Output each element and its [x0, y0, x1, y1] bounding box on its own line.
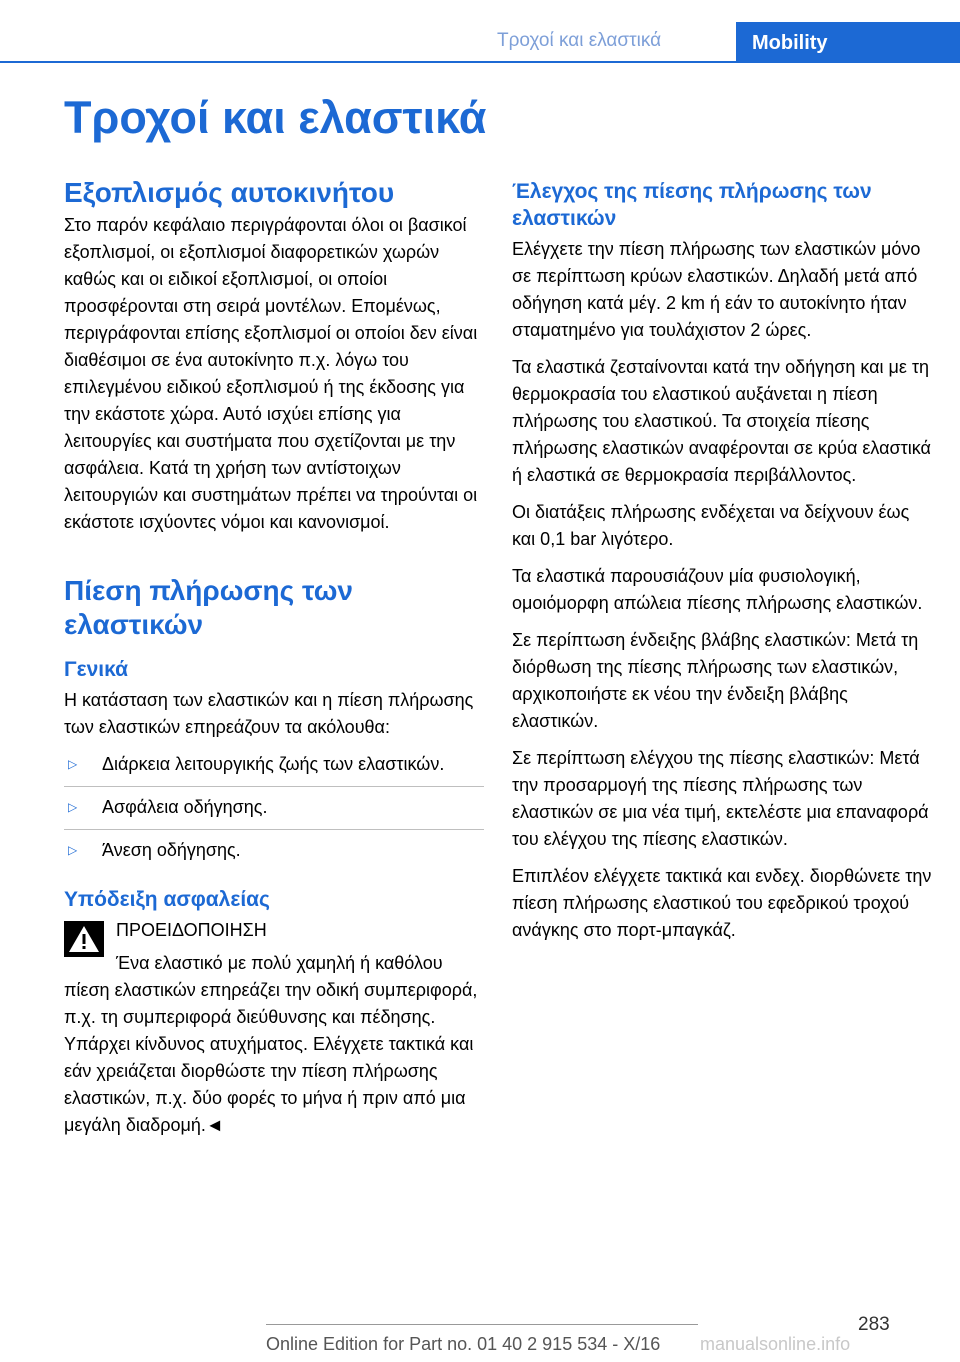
- general-heading: Γενικά: [64, 658, 129, 681]
- right-column: [512, 176, 932, 954]
- pressure-heading: Πίεση πλήρωσης των ελαστικών: [64, 575, 353, 640]
- list-item: [64, 786, 484, 829]
- body-paragraph: Τα ελαστικά ζεσταίνονται κατά την οδήγηση και με τη θερμοκρασία του ελαστικού αυξάνεται η πίεση πλήρωσης του ελαστικού. Τα στοιχεία πίεσης πλήρωσης ελαστικών αναφέρονται σε κρύα ελαστικά ή ελαστικά σε θερμοκρασία περιβάλλοντος.: [512, 357, 931, 485]
- page-number: 283: [858, 1314, 890, 1335]
- left-column: [64, 176, 484, 1149]
- body-paragraph: Σε περίπτωση ελέγχου της πίεσης ελαστικών: Μετά την προσαρμογή της πίεσης πλήρωσης των ελαστικών σε μια νέα τιμή, εκτελέστε μια επαναφορά του ελέγχου της πίεσης ελαστικών.: [512, 748, 929, 849]
- page-title: Τροχοί και ελαστικά: [64, 92, 487, 143]
- list-item-text: Άνεση οδήγησης.: [102, 840, 241, 860]
- general-paragraph: Η κατάσταση των ελαστικών και η πίεση πλήρωσης των ελαστικών επηρεάζουν τα ακόλουθα:: [64, 690, 474, 737]
- bullet-triangle-icon: ▷: [68, 843, 78, 857]
- body-paragraph: Επιπλέον ελέγχετε τακτικά και ενδεχ. διορθώνετε την πίεση πλήρωσης ελαστικού του εφεδρικού τροχού ανάγκης στο πορτ-μπαγκάζ.: [512, 866, 932, 940]
- list-item: [64, 829, 484, 872]
- body-paragraph: Τα ελαστικά παρουσιάζουν μία φυσιολογική, ομοιόμορφη απώλεια πίεσης πλήρωσης ελαστικών.: [512, 566, 923, 613]
- body-paragraph: Σε περίπτωση ένδειξης βλάβης ελαστικών: Μετά τη διόρθωση της πίεσης πλήρωσης των ελαστικών, αρχικοποιήστε εκ νέου την ένδειξη βλάβης ελαστικών.: [512, 630, 919, 731]
- warning-label: ΠΡΟΕΙΔΟΠΟΙΗΣΗ: [116, 920, 267, 940]
- header-rule: [0, 61, 960, 63]
- bullet-triangle-icon: ▷: [68, 757, 78, 771]
- safety-heading: Υπόδειξη ασφαλείας: [64, 888, 270, 911]
- check-heading: Έλεγχος της πίεσης πλήρωσης των ελαστικών: [512, 180, 872, 230]
- chapter-tab: Mobility: [736, 22, 960, 62]
- list-item-text: Διάρκεια λειτουργικής ζωής των ελαστικών.: [102, 754, 445, 774]
- list-item-text: Ασφάλεια οδήγησης.: [102, 797, 268, 817]
- equipment-paragraph: Στο παρόν κεφάλαιο περιγράφονται όλοι οι βασικοί εξοπλισμοί, οι εξοπλισμοί διαφορετικών χωρών καθώς και οι ειδικοί εξοπλισμοί, οι οποίοι προσφέρονται στη σειρά μοντέλων. Επομένως, περιγράφονται επίσης εξοπλισμοί οι οποίοι δεν είναι διαθέσιμοι σε ένα αυτοκίνητο π.χ. λόγω του επιλεγμένου ειδικού εξοπλισμού ή της έκδοσης για την εκάστοτε χώρα. Αυτό ισχύει επίσης για λειτουργίες και συστήματα που σχετίζονται με την ασφάλεια. Κατά τη χρήση των αντίστοιχων λειτουργιών και συστημάτων πρέπει να τηρούνται οι εκάστοτε ισχύοντες νόμοι και κανονισμοί.: [64, 215, 478, 532]
- equipment-heading: Εξοπλισμός αυτοκινήτου: [64, 177, 395, 208]
- warning-triangle-icon: [64, 921, 104, 957]
- bullet-triangle-icon: ▷: [68, 800, 78, 814]
- warning-block: [64, 917, 484, 1139]
- body-paragraph: Οι διατάξεις πλήρωσης ενδέχεται να δείχνουν έως και 0,1 bar λιγότερο.: [512, 502, 910, 549]
- footer-edition: Online Edition for Part no. 01 40 2 915 534 - X/16: [266, 1334, 661, 1354]
- header-section-title: Τροχοί και ελαστικά: [497, 30, 662, 51]
- watermark: manualsonline.info: [700, 1334, 851, 1354]
- footer-rule: [266, 1324, 698, 1325]
- bullet-list: [64, 751, 484, 872]
- list-item: [64, 751, 484, 786]
- warning-paragraph: Ένα ελαστικό με πολύ χαμηλή ή καθόλου πίεση ελαστικών επηρεάζει την οδική συμπεριφορά, π.χ. τη συμπεριφορά διεύθυνσης και πέδησης. Υπάρχει κίνδυνος ατυχήματος. Ελέγχετε τακτικά και εάν χρειάζεται διορθώστε την πίεση πλήρωσης ελαστικών, π.χ. δύο φορές το μήνα ή πριν από μια μεγάλη διαδρομή.◄: [64, 953, 478, 1135]
- body-paragraph: Ελέγχετε την πίεση πλήρωσης των ελαστικών μόνο σε περίπτωση κρύων ελαστικών. Δηλαδή μετά από οδήγηση κατά μέγ. 2 km ή εάν το αυτοκίνητο ήταν σταματημένο για τουλάχιστον 2 ώρες.: [512, 239, 921, 340]
